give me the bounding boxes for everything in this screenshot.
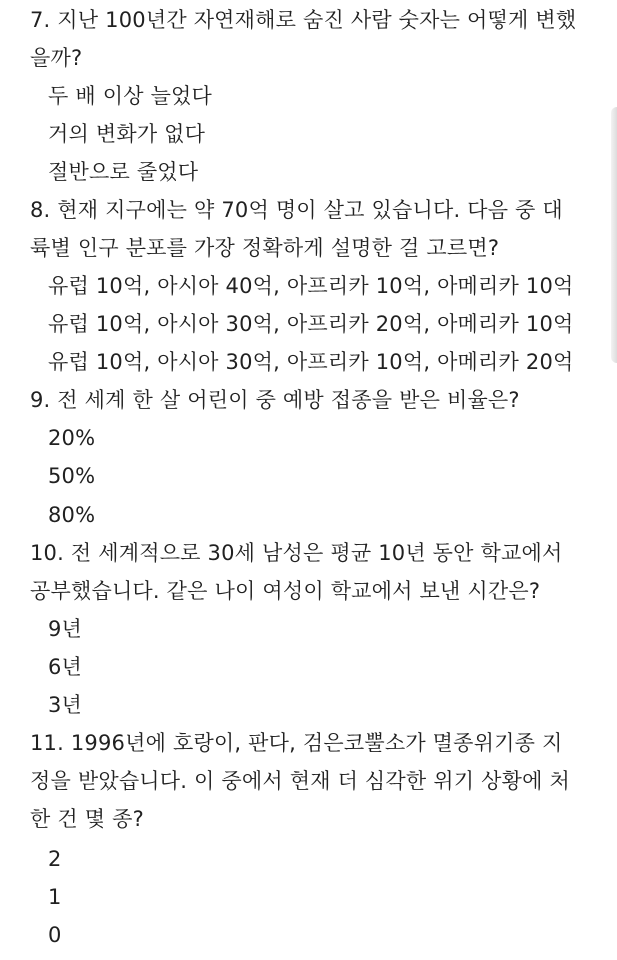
question-11-option-1: 2: [48, 847, 62, 871]
edge-scroll-handle[interactable]: [611, 107, 617, 363]
question-8-line-2: 륙별 인구 분포를 가장 정확하게 설명한 걸 고르면?: [30, 236, 500, 260]
question-9-line-1: 9. 전 세계 한 살 어린이 중 예방 접종을 받은 비율은?: [30, 388, 520, 412]
question-11-line-1: 11. 1996년에 호랑이, 판다, 검은코뿔소가 멸종위기종 지: [30, 731, 563, 755]
question-8-line-1: 8. 현재 지구에는 약 70억 명이 살고 있습니다. 다음 중 대: [30, 198, 563, 222]
question-8-option-2: 유럽 10억, 아시아 30억, 아프리카 20억, 아메리카 10억: [48, 312, 574, 336]
question-11-line-2: 정을 받았습니다. 이 중에서 현재 더 심각한 위기 상황에 처: [30, 769, 570, 793]
question-7-line-1: 7. 지난 100년간 자연재해로 숨진 사람 숫자는 어떻게 변했: [30, 8, 577, 32]
question-10-option-1: 9년: [48, 617, 83, 641]
question-8-option-1: 유럽 10억, 아시아 40억, 아프리카 10억, 아메리카 10억: [48, 274, 574, 298]
question-11-option-3: 0: [48, 923, 62, 947]
question-11-line-3: 한 건 몇 종?: [30, 807, 144, 831]
question-9-option-2: 50%: [48, 464, 96, 488]
question-10-option-2: 6년: [48, 655, 83, 679]
question-9-option-1: 20%: [48, 426, 96, 450]
question-8-option-3: 유럽 10억, 아시아 30억, 아프리카 10억, 아메리카 20억: [48, 350, 574, 374]
question-10-line-2: 공부했습니다. 같은 나이 여성이 학교에서 보낸 시간은?: [30, 579, 541, 603]
question-7-option-1: 두 배 이상 늘었다: [48, 84, 213, 108]
question-10-option-3: 3년: [48, 693, 83, 717]
question-11-option-2: 1: [48, 885, 62, 909]
question-10-line-1: 10. 전 세계적으로 30세 남성은 평균 10년 동안 학교에서: [30, 541, 563, 565]
question-7-line-2: 을까?: [30, 46, 83, 70]
question-7-option-2: 거의 변화가 없다: [48, 122, 206, 146]
question-7-option-3: 절반으로 줄었다: [48, 160, 199, 184]
question-9-option-3: 80%: [48, 503, 96, 527]
